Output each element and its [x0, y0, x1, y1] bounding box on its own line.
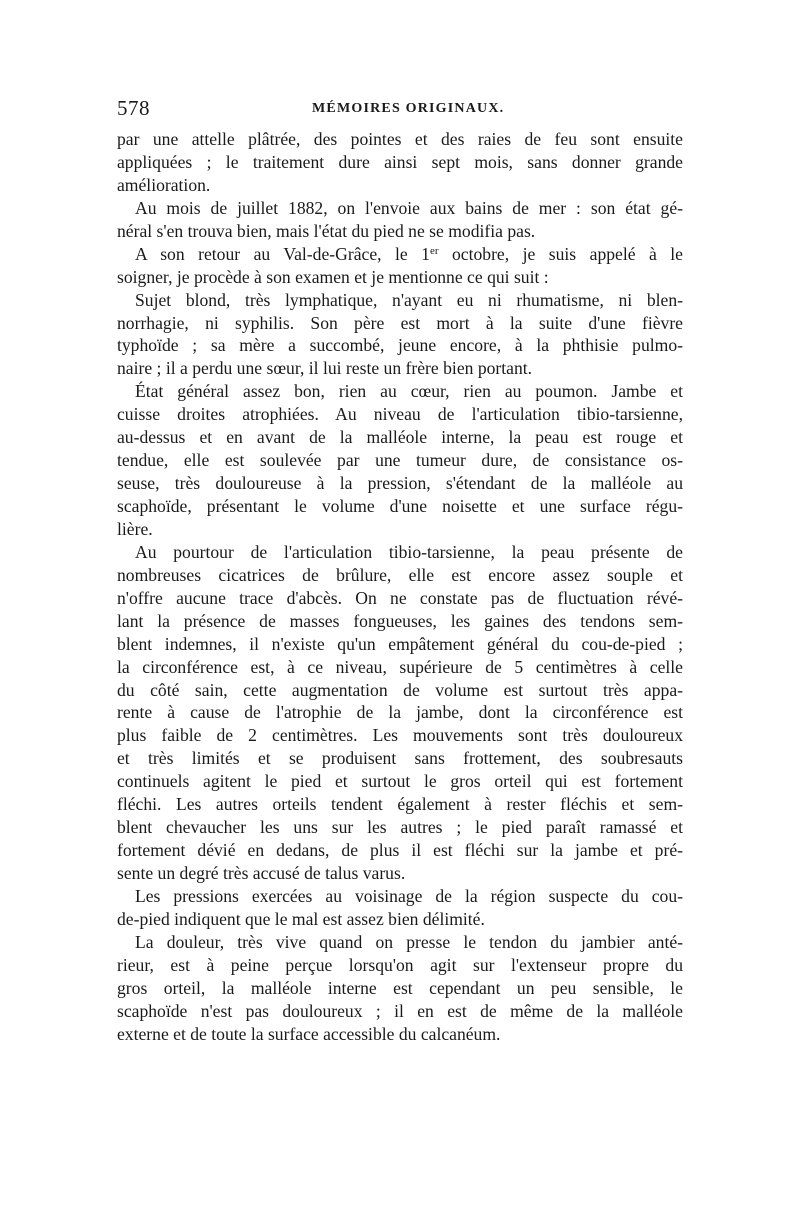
text-line: la circonférence est, à ce niveau, supérieure de 5 centimètres à celle [117, 656, 683, 677]
superscript: er [429, 244, 439, 257]
text-line: rente à cause de l'atrophie de la jambe, dont la circonférence est [117, 702, 683, 723]
text-line: Au pourtour de l'articulation tibio-tarsienne, la peau présente de [135, 541, 683, 562]
text-line: État général assez bon, rien au cœur, rien au poumon. Jambe et [135, 381, 683, 402]
text-line: appliquées ; le traitement dure ainsi sept mois, sans donner grande [117, 151, 683, 172]
text-line: fortement dévié en dedans, de plus il est fléchi sur la jambe et pré- [117, 840, 683, 861]
text-line: externe et de toute la surface accessible du calcanéum. [117, 1023, 501, 1044]
text-line: seuse, très douloureuse à la pression, s'étendant de la malléole au [117, 473, 683, 494]
text-line: au-dessus et en avant de la malléole interne, la peau est rouge et [117, 427, 683, 448]
running-head: MÉMOIRES ORIGINAUX. [312, 101, 505, 116]
text-line: tendue, elle est soulevée par une tumeur dure, de consistance os- [117, 450, 683, 471]
text-line: et très limités et se produisent sans frottement, des soubresauts [117, 748, 683, 769]
text-line: rieur, est à peine perçue lorsqu'on agit sur l'extenseur propre du [117, 954, 683, 975]
text-line: continuels agitent le pied et surtout le gros orteil qui est fortement [117, 771, 683, 792]
text-line: cuisse droites atrophiées. Au niveau de l'articulation tibio-tarsienne, [117, 404, 683, 425]
text-line: néral s'en trouva bien, mais l'état du pied ne se modifia pas. [117, 220, 536, 241]
text-line: blent indemnes, il n'existe qu'un empâtement général du cou-de-pied ; [117, 633, 683, 654]
text-line: de-pied indiquent que le mal est assez bien délimité. [117, 908, 485, 929]
page-header [117, 96, 683, 124]
text-line: lière. [117, 518, 153, 539]
text-line: nombreuses cicatrices de brûlure, elle est encore assez souple et [117, 564, 683, 585]
text-line: gros orteil, la malléole interne est cependant un peu sensible, le [117, 977, 683, 998]
text-line: du côté sain, cette augmentation de volume est surtout très appa- [117, 679, 683, 700]
text-line: typhoïde ; sa mère a succombé, jeune encore, à la phthisie pulmo- [117, 335, 683, 356]
text-line: blent chevaucher les uns sur les autres ; le pied paraît ramassé et [117, 817, 683, 838]
text-line: La douleur, très vive quand on presse le tendon du jambier anté- [135, 931, 683, 952]
text-line: norrhagie, ni syphilis. Son père est mort à la suite d'une fièvre [117, 312, 683, 333]
text-line: Sujet blond, très lymphatique, n'ayant eu ni rhumatisme, ni blen- [135, 289, 683, 310]
text-line: soigner, je procède à son examen et je mentionne ce qui suit : [117, 266, 549, 287]
text-line: Les pressions exercées au voisinage de la région suspecte du cou- [135, 885, 683, 906]
body-text [117, 128, 683, 1046]
text-line: amélioration. [117, 174, 211, 195]
text-line: Au mois de juillet 1882, on l'envoie aux bains de mer : son état gé- [135, 197, 683, 218]
text-line: A son retour au Val-de-Grâce, le 1er octobre, je suis appelé à le [135, 243, 683, 264]
text-line: lant la présence de masses fongueuses, les gaines des tendons sem- [117, 610, 683, 631]
text-line: naire ; il a perdu une sœur, il lui reste un frère bien portant. [117, 358, 533, 379]
text-line: n'offre aucune trace d'abcès. On ne constate pas de fluctuation révé- [117, 587, 683, 608]
text-line: scaphoïde, présentant le volume d'une noisette et une surface régu- [117, 496, 683, 516]
text-line: plus faible de 2 centimètres. Les mouvements sont très douloureux [117, 725, 683, 746]
page-number: 578 [117, 96, 150, 120]
text-line: fléchi. Les autres orteils tendent également à rester fléchis et sem- [117, 794, 683, 815]
text-line: par une attelle plâtrée, des pointes et des raies de feu sont ensuite [117, 129, 683, 149]
text-line: sente un degré très accusé de talus varus. [117, 863, 406, 883]
text-line: scaphoïde n'est pas douloureux ; il en est de même de la malléole [117, 1000, 683, 1021]
